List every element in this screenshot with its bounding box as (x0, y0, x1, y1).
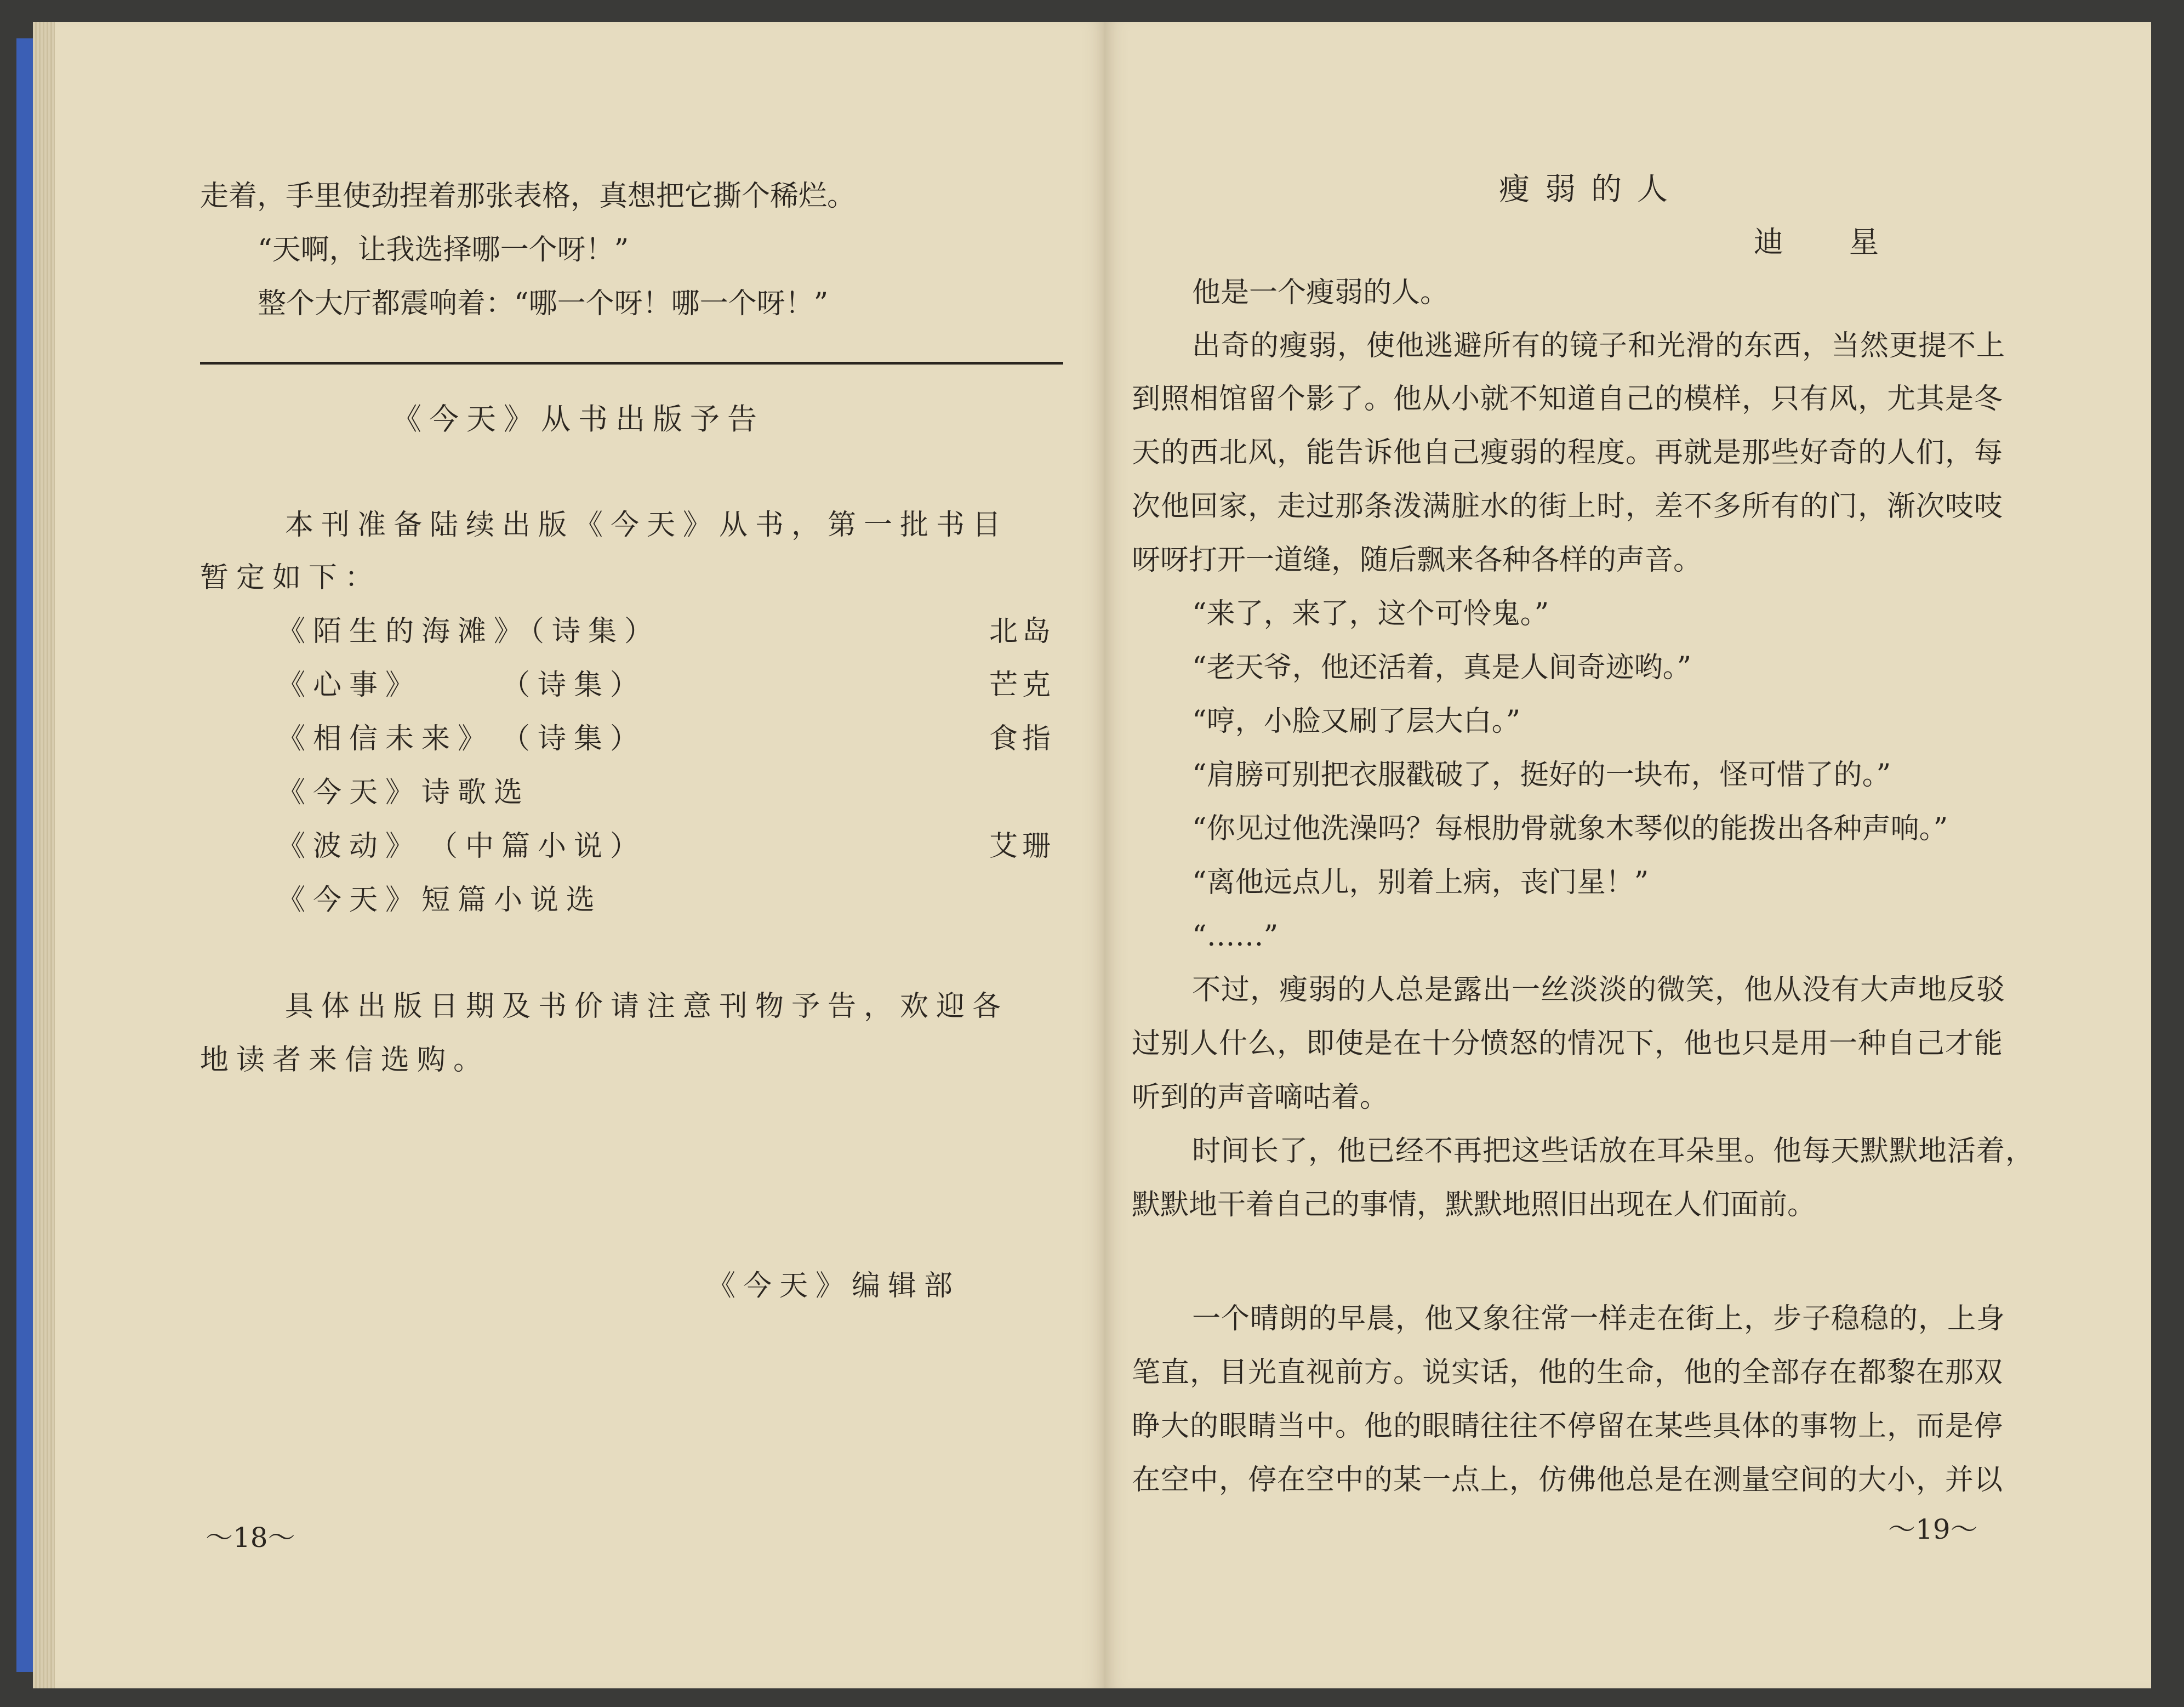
story-text-line: 出奇的瘦弱，使他逃避所有的镜子和光滑的东西，当然更提不上 (1192, 329, 2006, 362)
book-title: 《心事》 （诗集） (277, 669, 647, 702)
book-title: 《今天》诗歌选 (277, 776, 531, 809)
story-title: 瘦弱的人 (1499, 172, 1683, 207)
dialogue-line: “……” (1192, 920, 1279, 953)
page-number: ～19～ (1888, 1513, 1978, 1545)
story-text-line: 不过，瘦弱的人总是露出一丝淡淡的微笑，他从没有大声地反驳 (1192, 974, 2006, 1006)
section-divider (200, 362, 1063, 365)
story-author: 迪星 (1754, 225, 1944, 259)
book-title: 《波动》 （中篇小说） (277, 830, 647, 863)
story-text-line: 时间长了，他已经不再把这些话放在耳朵里。他每天默默地活着， (1192, 1135, 2035, 1168)
dialogue-line: “你见过他洗澡吗？每根肋骨就象木琴似的能拨出各种声响。” (1192, 812, 1948, 845)
story-text-line: 到照相馆留个影了。他从小就不知道自己的模样，只有风，尤其是冬 (1132, 383, 2004, 416)
dialogue-line: “哼，小脸又刷了层大白。” (1192, 705, 1521, 738)
book-author: 艾珊 (989, 830, 1056, 863)
story-text-line: 一个晴朗的早晨，他又象往常一样走在街上，步子稳稳的，上身 (1192, 1302, 2006, 1335)
story-text-line: 在空中，停在空中的某一点上，仿佛他总是在测量空间的大小，并以 (1132, 1464, 2004, 1497)
notice-intro-line: 本刊准备陆续出版《今天》从书，第一批书目 (285, 509, 1009, 542)
story-text-line: 他是一个瘦弱的人。 (1192, 276, 1449, 309)
notice-signature: 《今天》编辑部 (707, 1270, 961, 1302)
story-text-line: 过别人什么，即使是在十分愤怒的情况下，他也只是用一种自己才能 (1132, 1027, 2004, 1060)
dialogue-line: “肩膀可别把衣服戳破了，挺好的一块布，怪可惜了的。” (1192, 759, 1891, 792)
story-text-line: 笔直，目光直视前方。说实话，他的生命，他的全部存在都黎在那双 (1132, 1356, 2004, 1389)
book-title: 《今天》短篇小说选 (277, 884, 603, 917)
story-text-line: 呀呀打开一道缝，随后飘来各种各样的声音。 (1132, 544, 1702, 577)
book-title: 《相信未来》 （诗集） (277, 722, 647, 755)
page-edges (33, 22, 55, 1688)
story-text-line: 天的西北风，能告诉他自己瘦弱的程度。再就是那些好奇的人们，每 (1132, 436, 2004, 469)
notice-closing-line: 具体出版日期及书价请注意刊物予告，欢迎各 (285, 990, 1009, 1023)
book-author: 北岛 (989, 615, 1056, 648)
notice-title: 《今天》从书出版予告 (392, 402, 765, 436)
book-title: 《陌生的海滩》（诗集） (277, 615, 661, 648)
dialogue-line: “来了，来了，这个可怜鬼。” (1192, 598, 1549, 630)
page-number: ～18～ (206, 1522, 295, 1554)
story-text-line: 默默地干着自己的事情，默默地照旧出现在人们面前。 (1132, 1188, 1816, 1221)
dialogue-line: “离他远点儿，别着上病，丧门星！” (1192, 866, 1649, 899)
left-text-line: 整个大厅都震响着：“哪一个呀！哪一个呀！” (258, 287, 829, 320)
notice-closing-line: 地读者来信选购。 (200, 1044, 490, 1077)
dialogue-line: “老天爷，他还活着，真是人间奇迹哟。” (1192, 651, 1692, 684)
story-text-line: 睁大的眼睛当中。他的眼睛往往不停留在某些具体的事物上，而是停 (1132, 1410, 2004, 1443)
book-author: 食指 (989, 722, 1056, 755)
story-text-line: 听到的声音嘀咕着。 (1132, 1081, 1389, 1114)
story-text-line: 次他回家，走过那条泼满脏水的街上时，差不多所有的门，渐次吱吱 (1132, 490, 2004, 523)
book-author: 芒克 (989, 669, 1056, 702)
left-text-line: 走着，手里使劲捏着那张表格，真想把它撕个稀烂。 (200, 180, 856, 213)
left-text-line: “天啊，让我选择哪一个呀！” (258, 234, 629, 266)
notice-intro-line: 暂定如下： (200, 561, 381, 594)
